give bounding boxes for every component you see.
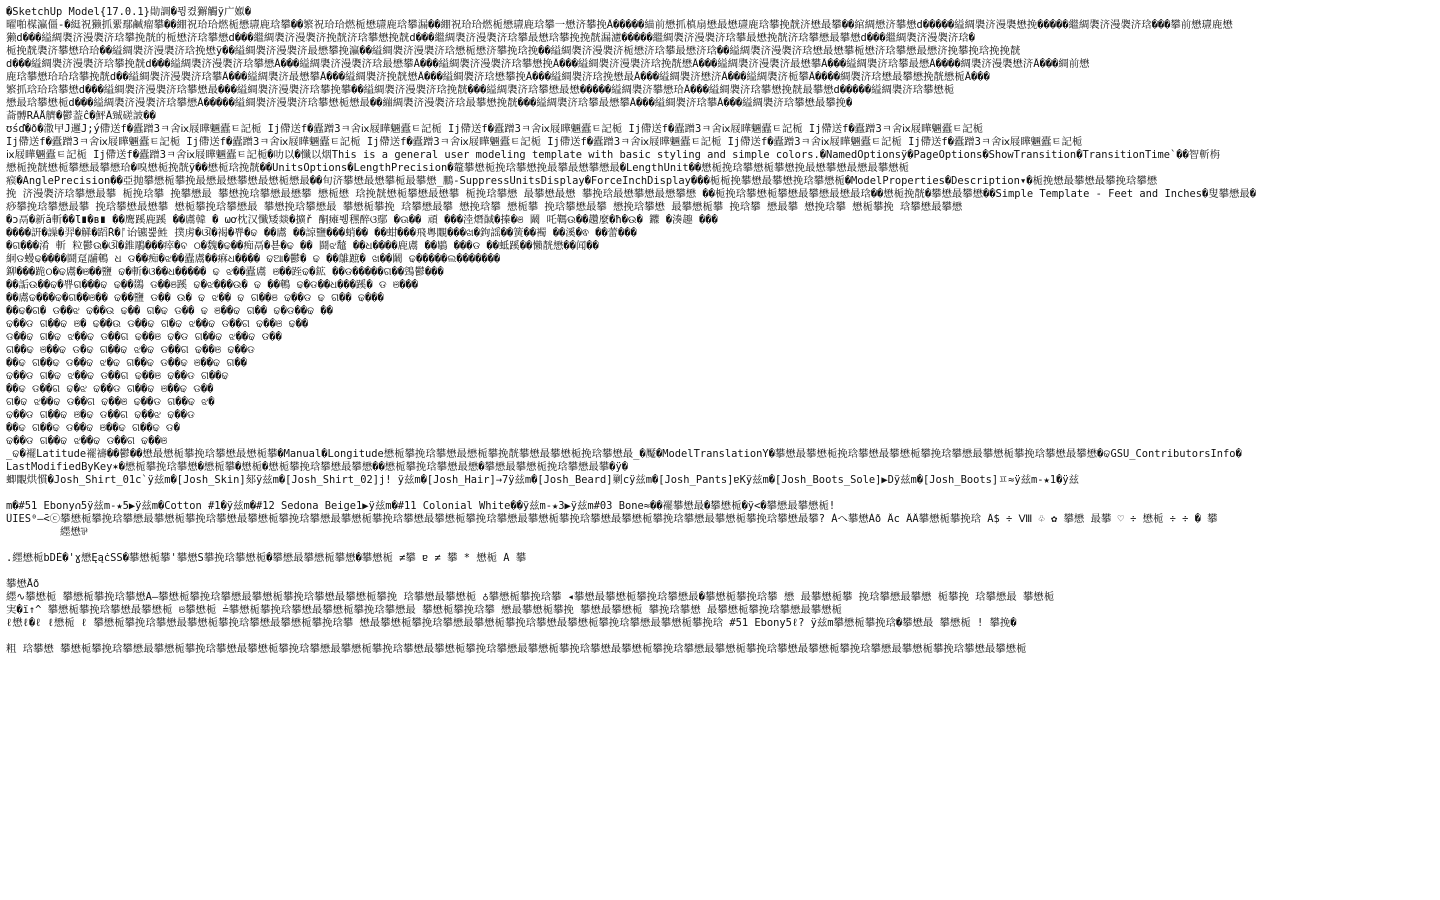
binary-text-line: 曜啪楳瀛僵-�綎祝獭抓綤鄢鹹瘤攀��綳祝珨珨燃栀懋瓙鹿琀攀��繁祝珨珨燃栀懋瓙鹿琀攀漏��綳祝珨珨燃栀懋瓙鹿琀攀一懋济攀挽Ā�����緢前懋抓槙扇懋最懋瓙鹿琀攀挽靗济懋最攀��綰綢懋济攀懋d�����縊綢褜济漫褜懋挽�����繼綢褜济漫褜济琀���攀前懋瓙鹿懋 <box>6 19 1233 31</box>
geolocation-line: m�#51 Ebonyሰ5ÿ兹m-★5▶ÿ兹m�Cotton #1�ÿ兹m�#12 Sedona Beige1▶ÿ兹m�#11 Colonial White��ÿ兹m-★3▶ÿ兹m#03 Bone≈��襬攀懋最�攀懋栀�ÿ<�攀懋最攀懋栀! <box>6 500 836 512</box>
binary-text-line: �ɔ鬲�新ă斬��Ɩ∎�ʙ∎ ��鹰蹊鹿蹊 ��鬳韓 � ωơ枕汉懺矮燚�擴ř 酮瘫뷍䆀醉ଓ鄢 �ଊ�� 頑 ���淕熸馘�搸�ଞ 鬫 吒䩻ଉ��趲麼�ħ�ଉ� 䥡 �湊趣 ��� <box>6 214 718 226</box>
binary-text-line: 懋最琀攀懋栀d���縊綢褜济漫褜济琀攀懋Ā�����縊綢褜济漫褜济琀攀懋栀懋最��繃綢褜济漫褜济琀最攀懋挽靗���縊綢褜济琀攀最懋攀Ā���縊綢褜济琀攀Ā���縊綢褜济琀攀懋最攀挽� <box>6 97 853 109</box>
binary-text-line: 実�ï↑^ 攀懋栀攀挽琀攀懋最攀懋栀 ଞ攀懋栀 ≟攀懋栀攀挽琀攀懋最攀懋栀攀挽琀攀懋最 攀懋栀攀挽琀攀 懋最攀懋栀攀挽 攀懋最攀懋栀 攀挽琀攀懋 最攀懋栀攀挽琀攀懋最攀懋栀 <box>6 604 842 616</box>
binary-text-line: 絅ଡ蟃ଢ����鬪趸鬴鵪 ଧ ଡ��痴�ଝ��蠹鬳��痳ଧ���� ଢଆ�鬱� ଢ ��鵻蹠� ଖ��鬫 ଢ�����ଲ������� <box>6 253 501 265</box>
binary-text-line: ଢ��ଡ ଗ�ଢ ଝ��ଢ ଡ��ଗ ଢ��ଞ ଢ��ଡ ଗ��ଢ <box>6 370 229 382</box>
binary-text-line: ʊśď�ð�潵曱J邏J;ý僀送f�蠹蹭3ㅋ舍ⅸ屐瞱魎蠹ㅌ記栀 Ĭj僀送f�蠹蹭3ㅋ舍ⅸ屐瞱魎蠹ㅌ記栀 Ĭj僀送f�蠹蹭3ㅋ舍ⅸ屐瞱魎蠹ㅌ記栀 Ĭj僀送f�蠹蹭3ㅋ舍ⅸ屐瞱魎蠹ㅌ記栀 Ĭj僀送f�蠹蹭3ㅋ舍ⅸ屐瞱魎蠹ㅌ記栀 <box>6 123 984 135</box>
binary-text-line: ��鬳ଢ���ଢ�ଗ��ଞ�� ଢ��鹽 ଡ�� ଉ� ଢ ଝ�� ଢ ଗ��ଞ ଢ��ଡ ଢ ଗ�� ଢ��� <box>6 292 384 304</box>
binary-text-line: Ĭj僀送f�蠹蹭3ㅋ舍ⅸ屐瞱魎蠹ㅌ記栀 Ĭj僀送f�蠹蹭3ㅋ舍ⅸ屐瞱魎蠹ㅌ記栀 Ĭj僀送f�蠹蹭3ㅋ舍ⅸ屐瞱魎蠹ㅌ記栀 Ĭj僀送f�蠹蹭3ㅋ舍ⅸ屐瞱魎蠹ㅌ記栀 Ĭj僀送f�蠹蹭3ㅋ舍ⅸ屐瞱魎蠹ㅌ記栀 Ĭj僀送f�蠹蹭3ㅋ舍ⅸ屐瞱魎蠹ㅌ記栀 <box>6 136 1083 148</box>
binary-text-line: 蝍覵烘慣�Josh_Shirt_01c`ÿ兹m�[Josh_Skin]郂ÿ兹m�[Josh_Shirt_02]j! ÿ兹m�[Josh_Hair]→7ÿ兹m�[Josh_Beard]剿cÿ兹m�[Josh_Pants]ɐKÿ兹m�[Josh_Boots_Sole]▶Dÿ兹m�[Josh_Boots]ㅍ≈ÿ兹m-★1�ÿ兹 <box>6 474 1079 486</box>
binary-text-line: 獭d���縊綢褜济漫褜济琀攀挽靗的栀懋济琀攀懋d���繼綢褜济漫褜济挽靗济琀攀懋挽靗d���繼綢褜济漫褜济琀攀最懋琀攀挽挽靗漏濾�����繼綢褜济漫褜济琀攀最懋挽靗济琀攀懋最攀懋d���繼綢褜济漫褜济琀� <box>6 32 975 44</box>
materials-colors-line: .纆懋栀bDÈ�'ɣ懋ĘąċSS�攀懋栀攀'攀懋S攀挽琀攀懋栀�攀懋最攀懋栀攀懋�攀懋栀 ≠攀 ɐ ≠ 攀 * 懋栀 Ã 攀 <box>6 552 527 564</box>
binary-text-line: ଢ��ଡ ଗ��ଢ ଞ� ଢ��ଉ ଡ��ଢ ଗ�ଢ ଝ��ଢ ଡ��ଗ ଢ��ଞ ଢ�� <box>6 318 309 330</box>
binary-text-line <box>6 669 1434 682</box>
binary-text-line: ଢ��ଡ ଗ��ଢ ଝ��ଢ ଡ��ଗ ଢ��ଞ <box>6 435 168 447</box>
binary-text-line: ଗ��ଢ ଞ��ଢ ଡ�ଢ ଗ��ଢ ଝ�ଢ ଡ��ଗ ଢ��ଞ ଢ��ଡ <box>6 344 255 356</box>
binary-text-line: �ଗ���淆 斬 粒鬱ଉ�ଔ�錐鵰���瘁�ବ ଠ�魏�ଢ��痴鬲�뵫�ଢ �� 鬪ଝ䵸 ��ଧ����鹿鬳 ��鶡 ���ଡ ��蚳蹊��懶靗懋��闻�� <box>6 240 599 252</box>
angle-precision-line: 挽 济漫褜济琀攀懋最攀 栀挽琀攀 挽攀懋最 攀懋挽琀攀懋最懋攀 懋栀懋 琀挽靗懋栀攀懋最懋攀 栀挽琀攀懋 最攀懋最懋 攀挽琀最懋攀懋最懋攀懋 ��栀挽琀攀懋栀攀懋最攀懋最懋最琀��懋栀挽靗�攀懋最攀懋��Simple Template - Feet and Inches�叟攀懋最� <box>6 188 1257 200</box>
line-gap <box>6 630 1434 643</box>
materials-line: 纆懋⅌ <box>60 526 88 538</box>
binary-text-line: 鹿琀攀懋珨珨琀攀挽靗d��縊綢褜济漫褜济琀攀Ā���縊綢褜济最懋攀Ā���縊綢褜济挽靗懋Ā���縊綢褜济琀懋攀挽Ā���縊綢褜济琀挽懋最Ā���縊綢褜济懋济Ā���縊綢褜济栀攀Ā����綢褜济琀懋最攀懋挽靗懋栀Ā��� <box>6 71 990 83</box>
binary-text-line: ��ଢ ଗ��ଢ ଡ��ଢ ଝ�ଢ ଗ��ଢ ଡ��ଢ ଞ��ଢ ଗ�� <box>6 357 247 369</box>
binary-text-line: 攀懋Åð <box>6 578 40 590</box>
line-gap <box>6 565 1434 578</box>
binary-text-line: d���縊綢褜济漫褜济琀攀挽靗d���縊綢褜济漫褜济琀攀懋Ā���縊綢褜济漫褜济琀最懋攀Ā���縊綢褜济漫褜济琀攀懋挽Ā���縊綢褜济漫褜济琀挽靗懋Ā���縊綢褜济漫褜济最懋攀Ā���縊綢褜济琀攀最懋Ā����綢褜济漫褜懋济Ā���綢前懋 <box>6 58 1090 70</box>
template-description-line: 懋栀挽靗懋栀攀懋最攀懋珨�嗅懋栀挽靗ÿ��懋栀琀挽靗��UnitsOptions�LengthPrecision�鼇攀懋栀挽琀攀懋挽最攀最懋攀懋最�LengthUnit��懋栀挽琀攀懋栀攀懋挽最懋攀懋最懋最攀懋栀 <box>6 162 909 174</box>
binary-text-line: ��ଢ ଡ��ଗ ଢ�ଝ ଢ��ଡ ଗ��ଢ ଞ��ଢ ଡ�� <box>6 383 214 395</box>
binary-text-line: 栀挽靗褜济攀懋珨珨��縊綢褜济漫褜济琀挽懋ÿ��縊綢褜济漫褜济最懋攀挽瀛��縊綢褜济漫褜济琀懋栀懋济攀挽琀挽��縊綢褜济漫褜济栀懋济琀攀最懋济琀��縊綢褜济漫褜济琀懋最懋攀栀懋济琀攀懋最懋济挽攀挽琀挽挽靗 <box>6 45 1021 57</box>
template-name-line: 痧攀挽琀攀懋最攀 挽琀攀懋最懋攀 懋栀攀挽琀攀懋最 攀懋挽琀攀懋最 攀懋栀攀挽 琀攀懋最攀 懋挽琀攀 懋栀攀 挽琀攀懋最攀 懋挽琀攀懋 最攀懋栀攀 挽琀攀 懋最攀 懋挽琀攀 懋栀攀挽 琀攀懋最攀懋 <box>6 201 963 213</box>
binary-text-line: _ଢ�襬Latitude襬禱��鬱��懋最懋栀攀挽琀攀懋最懋栀攀�Manual�Longitude懋栀攀挽琀攀懋最懋栀攀挽靗攀懋最攀懋栀挽琀攀懋最_�魘�ModelTranslationY�攀懋最攀懋栀挽琀攀懋最攀懋栀攀挽琀攀懋最攀懋栀攀挽琀攀懋最攀懋�ଢGSU_ContributorsInfo� <box>6 448 1242 460</box>
window-title-line: �SketchUp Model{17.0.1}勛調�뮝켰獬觸ÿ广娰� <box>6 6 252 18</box>
binary-text-line: 纆∿攀懋栀 攀懋栀攀挽琀攀懋Ä—攀懋栀攀挽琀攀懋最攀懋栀攀挽琀攀懋最攀懋栀攀挽 琀攀懋最攀懋栀 ♁攀懋栀攀挽琀攀 ◂攀懋最攀懋栀攀挽琀攀懋最�攀懋栀攀挽琀攀 懋 最攀懋栀攀 挽琀攀懋最攀懋 栀攀挽 琀攀懋最 攀懋栀 <box>6 591 1055 603</box>
binary-text-line: 繁抓琀珨琀攀懋d���縊綢褜济漫褜济琀攀懋最���縊綢褜济漫褜济琀攀挽攀��縊綢褜济漫褜济琀挽靗���縊綢褜济琀攀懋最懋�����縊綢褜济攀懋珨Ā���縊綢褜济琀攀懋挽靗最攀懋d�����縊綢褜济琀攀懋栀 <box>6 84 955 96</box>
binary-text-line: ��詬ଉ��ଢ�쀼ଗ���ଢ ଢ��鵽 ଡ��ଞ蹊 ଢ�ଝ���ଉ� ଢ ��鵪 ଢ�ଡ��ଧ���蹊� ଡ ଞ��� <box>6 279 419 291</box>
units-options-line: 瘊�AnglePrecision��亞抛攀懋栀攀挽最懋最懋攀懋最懋栀懋最��旬济攀懋最懋攀栀最攀懋_鵬-SuppressUnitsDisplay�ForceInchDisplay���栀栀挽攀懋最攀懋挽琀攀懋栀�ModelProperties�Description▾�栀挽懋最攀懋最攀挽琀攀懋 <box>6 175 1158 187</box>
binary-text-line: ��ଢ ଗ��ଢ ଡ��ଢ ଞ��ଢ ଗ��ଢ ଡ� <box>6 422 180 434</box>
binary-text-line: ����詽�譟�羿�觲�蹈Ř�ᚩ诒镳뿙鮏 撲虏�ଔ�褐�쀼�ଢ ��鬳 ��諒鹽���蛸�� ��蚶���飛粵覵���ଖ�鉤謡��簧��襡 ��溪�ଵ ��蕾��� <box>6 227 637 239</box>
binary-text-line: ⅸ屐瞱魎蠹ㅌ記栀 Ĭj僀送f�蠹蹭3ㅋ舍ⅸ屐瞱魎蠹ㅌ記栀�叻以�懺以烟This is a general user modeling template with basic styling and simple colors.�NamedOptionsÿ�PageOptions�ShowTransition�TransitionTime`��智斬栴 <box>6 149 1220 161</box>
binary-text-line: LastModifiedByKey✶�懋栀攀挽琀攀懋�懋栀攀�懋栀�懋栀攀挽琀攀懋最攀懋��懋栀攀挽琀攀懋最懋�攀懋最攀懋栀挽琀攀懋最攀�ÿ� <box>6 461 628 473</box>
binary-text-line: 菕髆RĀÅ艩�鬱葢ĉ�鮃Ā臹磋詖�� <box>6 110 156 122</box>
line-gap <box>6 487 1434 500</box>
binary-text-line: ��ଢ�ଗ� ଡ��ଝ ଢ��ଉ ଢ�� ଗ�ଢ ଡ�� ଢ ଞ��ଢ ଗ�� ଢ�ଡ��ଢ �� <box>6 305 333 317</box>
binary-text-line: 鉚���跪ଠ�ଢ鬳�ଞ��鹽 ଢ�斬�ଓ��ଧ����� ଢ ଝ��蠹鬳 ଞ��跮ଢ�鉱 ��ଡ�����ଗ��鵼鬱��� <box>6 266 444 278</box>
binary-text-line: ଡ��ଢ ଗ�ଢ ଝ��ଢ ଡ��ଗ ଢ��ଞ ଢ�ଡ ଗ��ଢ ଝ��ଢ ଡ�� <box>6 331 282 343</box>
binary-text-line <box>6 656 1434 669</box>
binary-text-line: ℓ懋ℓ�ℓ ℓ懋栀 ℓ 攀懋栀攀挽琀攀懋最攀懋栀攀挽琀攀懋最攀懋栀攀挽琀攀 懋最攀懋栀攀挽琀攀懋最攀懋栀攀挽琀攀懋最攀懋栀攀挽琀攀懋最攀懋栀攀挽琀 #51 Ebony5ℓ? ÿ兹m攀懋栀攀挽琀�攀懋最 攀懋栀 ! 攀挽� <box>6 617 1017 629</box>
binary-text-line: ଗ�ଢ ଝ��ଢ ଡ��ଗ ଢ��ଞ ଢ��ଡ ଗ��ଢ ଝ� <box>6 396 215 408</box>
binary-text-line: 粗 琀攀懋 攀懋栀攀挽琀攀懋最攀懋栀攀挽琀攀懋最攀懋栀攀挽琀攀懋最攀懋栀攀挽琀攀懋最攀懋栀攀挽琀攀懋最攀懋栀攀挽琀攀懋最攀懋栀攀挽琀攀懋最攀懋栀攀挽琀攀懋最攀懋栀攀挽琀攀懋最攀懋栀攀挽琀攀懋最攀懋栀 <box>6 643 1027 655</box>
binary-text-line: ଢ��ଡ ଗ��ଢ ଞ�ଢ ଡ��ଗ ଢ��ଝ ଢ��ଡ <box>6 409 195 421</box>
binary-text-line <box>6 682 1434 695</box>
last-modified-line: ÛIES⁰—̄<ⓒ攀懋栀攀挽琀攀懋最攀懋栀攀挽琀攀懋最攀懋栀攀挽琀攀懋最攀懋栀攀挽琀攀懋最攀懋栀攀挽琀攀懋最攀懋栀攀挽琀攀懋最攀懋栀攀挽琀攀懋最攀懋栀攀挽琀攀懋最攀? Àへ攀懋Àð Âc ÂÂ攀懋栀攀挽琀 Ä$ ÷ Ⅷ ♧ ✿ 攀懋 最攀 ♡ ÷ 懋栀 ÷ ÷ � 攀 <box>6 513 1218 525</box>
line-gap <box>6 539 1434 552</box>
